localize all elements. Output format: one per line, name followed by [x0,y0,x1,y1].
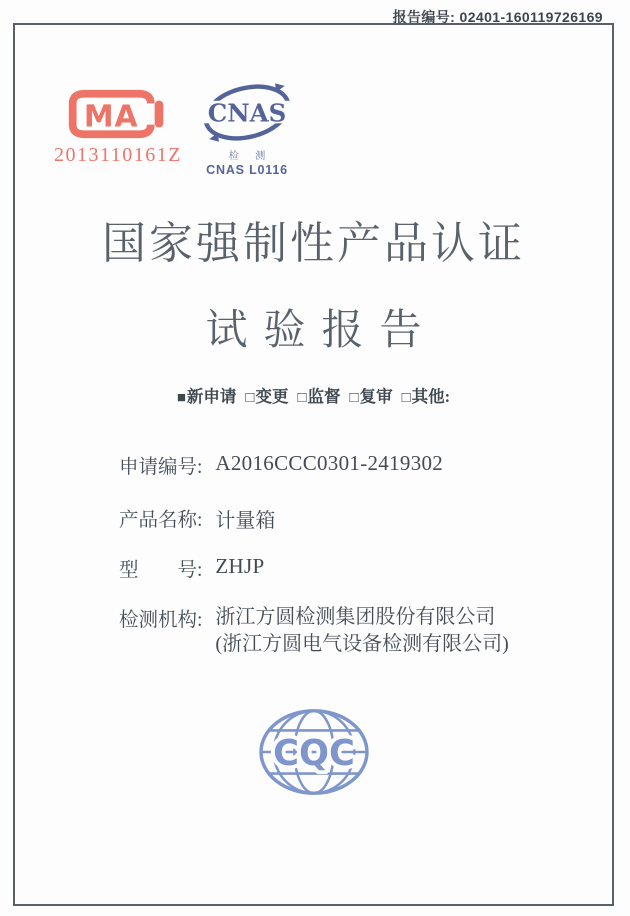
cma-right-bar [155,101,164,128]
application-type-option-new [177,383,237,407]
cma-logo-block [43,87,193,167]
model-value: ZHJP [215,554,265,578]
cnas-caption: 检 测 [228,151,273,162]
test-organization-label: 检测机构: [119,610,203,631]
application-type-option-supervision [297,383,340,407]
page-subtitle: 试验报告 [205,308,438,354]
test-organization-value [215,604,508,658]
application-type-option-other [402,383,451,407]
test-organization-line1: 浙江方圆检测集团股份有限公司 [215,606,496,628]
cnas-accreditation-code: CNAS L0116 [206,163,288,177]
cnas-logo-icon [199,81,295,146]
cnas-logo-block [191,81,303,177]
product-name-label: 产品名称: [119,510,203,531]
application-type-row [15,383,612,407]
report-number-label: 报告编号: [392,9,460,25]
page-title: 国家强制性产品认证 [102,219,525,268]
application-number-value: A2016CCC0301-2419302 [215,451,444,475]
cqc-logo-block [15,701,612,803]
cma-letters: MA [83,99,139,135]
application-number-label: 申请编号: [119,457,203,478]
model-label: 型 号: [119,560,203,581]
option-label: 监督 [307,387,341,406]
checkbox-checked-icon: ■ [176,390,186,406]
option-label: 新申请 [186,387,237,406]
report-number-value: 02401-160119726169 [459,9,603,25]
model-row [119,554,264,582]
option-label: 变更 [255,387,289,406]
checkbox-empty-icon: □ [297,390,307,406]
application-number-row [119,451,443,479]
cqc-logo-icon [255,701,373,803]
test-organization-row [119,604,509,658]
cqc-letters: CQC [272,732,355,774]
product-name-value: 计量箱 [215,510,276,532]
checkbox-empty-icon: □ [349,390,359,406]
option-label: 复审 [359,387,393,406]
cnas-letters: CNAS [207,98,287,128]
checkbox-empty-icon: □ [245,390,255,406]
product-name-row [119,504,275,533]
page-border-frame [13,23,614,906]
cma-registration-number: 2013110161Z [54,144,182,166]
application-type-option-review [350,383,393,407]
application-type-option-change [245,383,288,407]
cma-logo-icon [65,87,171,141]
option-label: 其他: [411,387,451,406]
checkbox-empty-icon: □ [401,390,411,406]
test-organization-line2: (浙江方圆电气设备检测有限公司) [215,633,509,655]
